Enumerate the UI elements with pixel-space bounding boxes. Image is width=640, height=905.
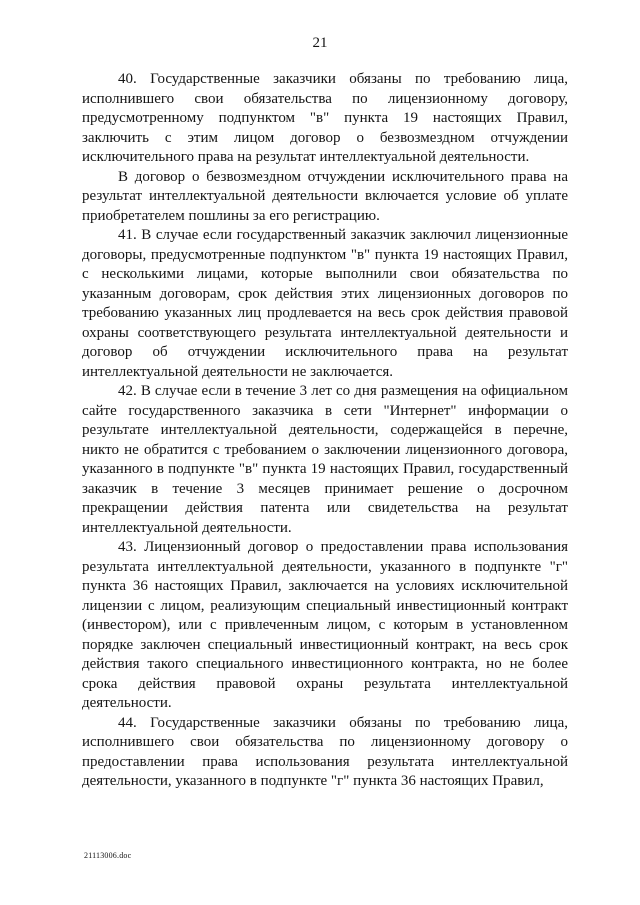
paragraph-41: 41. В случае если государственный заказчик заключил лицензионные договоры, предусмотренные подпунктом "в" пункта 19 настоящих Правил, с несколькими лицами, которые выполнили свои обязательства по указанным договорам, срок действия этих лицензионных договоров по требованию указанных лиц продлевается на весь срок действия правовой охраны соответствующего результата интеллектуальной деятельности и договор об отчуждении исключительного права на результат интеллектуальной деятельности не заключается.	[82, 227, 568, 380]
document-file-code: 21113006.doc	[84, 851, 132, 860]
paragraph-43: 43. Лицензионный договор о предоставлении права использования результата интеллектуальной деятельности, указанного в подпункте "г" пункта 36 настоящих Правил, заключается на условиях исключительной лицензии с лицом, реализующим специальный инвестиционный контракт (инвестором), или с привлеченным лицом, с которым в установленном порядке заключен специальный инвестиционный контракт, на весь срок действия такого специального инвестиционного контракта, но не более срока действия правовой охраны результата интеллектуальной деятельности.	[82, 539, 568, 711]
page-number: 21	[312, 35, 328, 51]
document-body	[82, 70, 568, 792]
paragraph-42: 42. В случае если в течение 3 лет со дня размещения на официальном сайте государственного заказчика в сети "Интернет" информации о результате интеллектуальной деятельности, содержащейся в перечне, никто не обратится с требованием о заключении лицензионного договора, указанного в подпункте "в" пункта 19 настоящих Правил, государственный заказчик в течение 3 месяцев принимает решение о досрочном прекращении действия патента или свидетельства на результат интеллектуальной деятельности.	[82, 383, 568, 536]
paragraph-40: 40. Государственные заказчики обязаны по требованию лица, исполнившего свои обязательства по лицензионному договору, предусмотренному подпунктом "в" пункта 19 настоящих Правил, заключить с этим лицом договор о безвозмездном отчуждении исключительного права на результат интеллектуальной деятельности.	[82, 71, 568, 165]
paragraph-44: 44. Государственные заказчики обязаны по требованию лица, исполнившего свои обязательства по лицензионному договору о предоставлении права использования результата интеллектуальной деятельности, указанного в подпункте "г" пункта 36 настоящих Правил,	[82, 714, 568, 789]
paragraph-40-continuation: В договор о безвозмездном отчуждении исключительного права на результат интеллектуальной деятельности включается условие об уплате приобретателем пошлины за его регистрацию.	[82, 168, 568, 224]
